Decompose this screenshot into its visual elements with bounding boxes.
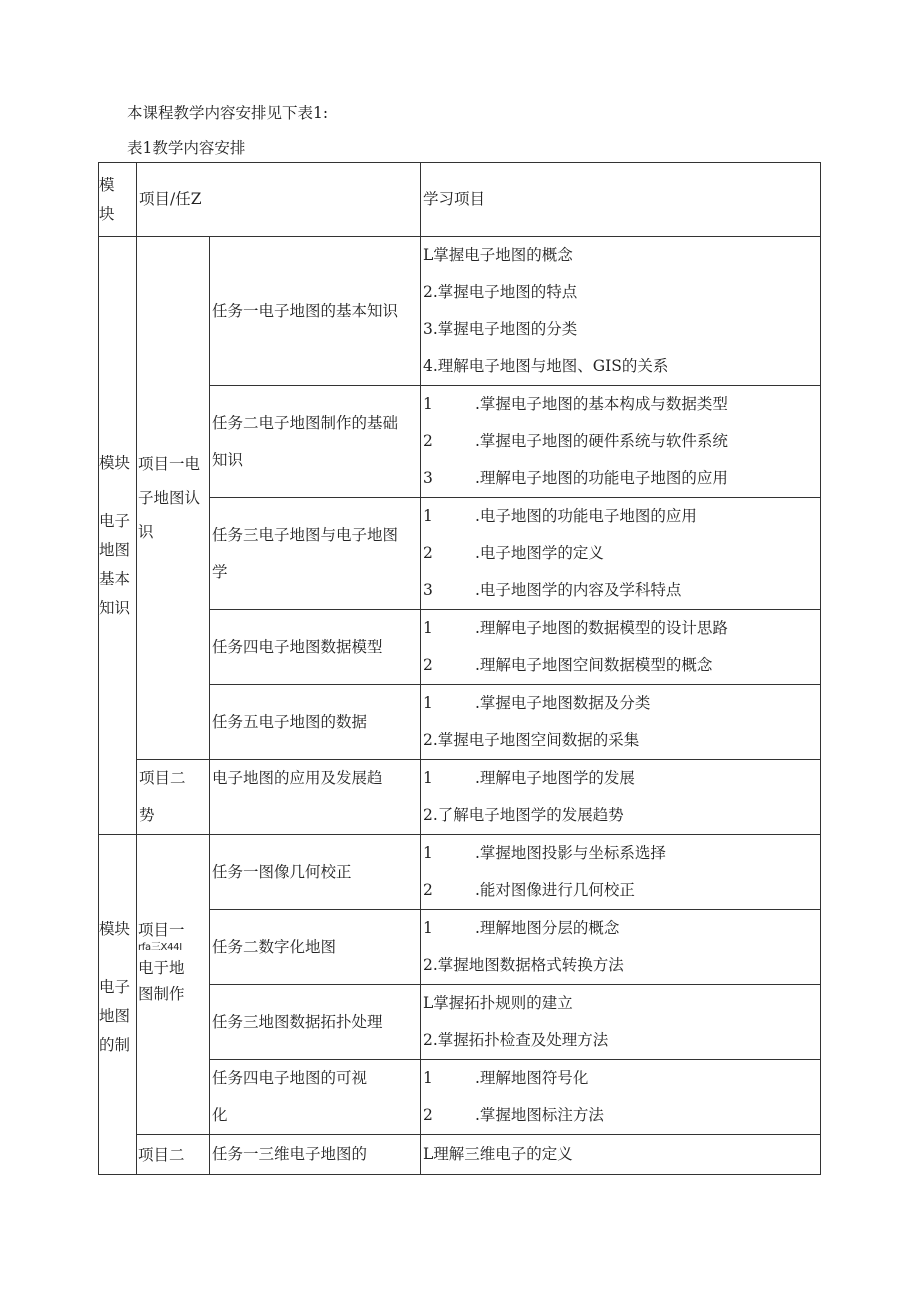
project-2-title-cell: 电子地图的应用及发展趋 [210,760,421,835]
learning-cell: 1 .理解地图符号化 2 .掌握地图标注方法 [421,1060,821,1135]
learning-cell: L掌握电子地图的概念 2.掌握电子地图的特点 3.掌握电子地图的分类 4.理解电子地图与地图、GIS的关系 [421,237,821,386]
learning-cell: L掌握拓扑规则的建立 2.掌握拓扑检查及处理方法 [421,985,821,1060]
task-cell: 任务二数字化地图 [210,910,421,985]
garbled-text: rfa三X44I [138,942,182,953]
header-learning: 学习项目 [421,163,821,237]
header-project: 项目/任Z [137,163,421,237]
task-cell: 任务五电子地图的数据 [210,685,421,760]
task-cell: 任务四电子地图的可视 化 [210,1060,421,1135]
task-cell: 任务三电子地图与电子地图 学 [210,498,421,610]
learning-cell: 1 .掌握电子地图的基本构成与数据类型 2 .掌握电子地图的硬件系统与软件系统 3 .理解电子地图的功能电子地图的应用 [421,386,821,498]
learning-cell: 1 .理解电子地图学的发展 2.了解电子地图学的发展趋势 [421,760,821,835]
learning-cell: 1 .掌握电子地图数据及分类 2.掌握电子地图空间数据的采集 [421,685,821,760]
task-cell: 任务三地图数据拓扑处理 [210,985,421,1060]
project-2-cell: 项目二 势 [137,760,210,835]
table-caption: 表1教学内容安排 [127,139,246,157]
course-content-table [98,162,821,1175]
table-row [99,760,821,835]
task-cell: 任务一电子地图的基本知识 [210,237,421,386]
intro-text: 本课程教学内容安排见下表1: [127,104,329,122]
table-header-row [99,163,821,237]
learning-cell: 1 .掌握地图投影与坐标系选择 2 .能对图像进行几何校正 [421,835,821,910]
module-1-cell: 模块 电子 地图 基本 知识 [99,237,137,835]
project-1-cell: 项目一电 子地图认 识 [137,237,210,760]
module-2-cell: 模块 电子 地图 的制 [99,835,137,1175]
project-m2-1-cell: 项目一 rfa三X44I 电于地 图制作 [137,835,210,1135]
learning-cell: L理解三维电子的定义 [421,1135,821,1175]
learning-cell: 1 .理解地图分层的概念 2.掌握地图数据格式转换方法 [421,910,821,985]
task-cell: 任务二电子地图制作的基础 知识 [210,386,421,498]
table-row [99,835,821,910]
project-m2-2-cell: 项目二 [137,1135,210,1175]
table-row [99,237,821,386]
task-cell: 任务一三维电子地图的 [210,1135,421,1175]
header-module: 模 块 [99,163,137,237]
task-cell: 任务一图像几何校正 [210,835,421,910]
learning-cell: 1 .理解电子地图的数据模型的设计思路 2 .理解电子地图空间数据模型的概念 [421,610,821,685]
learning-cell: 1 .电子地图的功能电子地图的应用 2 .电子地图学的定义 3 .电子地图学的内容及学科特点 [421,498,821,610]
task-cell: 任务四电子地图数据模型 [210,610,421,685]
table-row [99,1135,821,1175]
